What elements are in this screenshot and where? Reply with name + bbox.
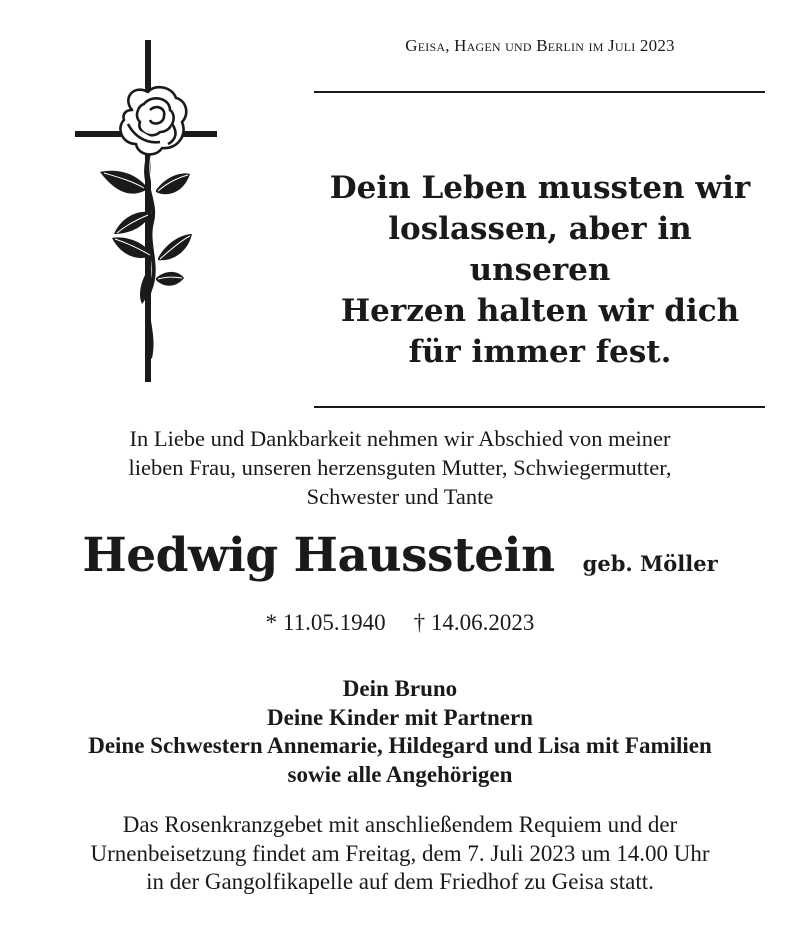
intro-line: Schwester und Tante: [306, 484, 494, 509]
cross-with-rose-icon: [72, 40, 222, 382]
place-and-date: Geisa, Hagen und Berlin im Juli 2023: [405, 36, 675, 55]
service-line: Urnenbeisetzung findet am Freitag, dem 7. Juli 2023 um 14.00 Uhr: [90, 840, 710, 866]
quote-line: Dein Leben mussten wir: [329, 170, 751, 206]
mourners-list: [10, 675, 790, 789]
deceased-name-row: [0, 528, 800, 583]
mourner-line: Dein Bruno: [342, 676, 458, 701]
service-line: in der Gangolfikapelle auf dem Friedhof zu Geisa statt.: [146, 869, 654, 894]
mourner-line: Deine Schwestern Annemarie, Hildegard und Lisa mit Familien: [88, 733, 712, 758]
mourner-line: sowie alle Angehörigen: [287, 761, 513, 787]
quote-line: loslassen, aber in unseren: [388, 211, 692, 288]
quote: [316, 168, 764, 373]
death-date: † 14.06.2023: [413, 610, 535, 635]
divider-top: [314, 91, 765, 93]
quote-line: für immer fest.: [408, 334, 672, 370]
birth-date: * 11.05.1940: [265, 610, 386, 635]
service-line: Das Rosenkranzgebet mit anschließendem Requiem und der: [122, 812, 678, 837]
life-dates: [0, 610, 800, 636]
intro-line: lieben Frau, unseren herzensguten Mutter, Schwiegermutter,: [128, 455, 672, 480]
mourner-line: Deine Kinder mit Partnern: [267, 704, 533, 730]
intro-text: [20, 424, 780, 511]
deceased-name: Hedwig Hausstein: [82, 528, 555, 583]
maiden-name: geb. Möller: [582, 551, 718, 576]
divider-bottom: [314, 406, 765, 408]
intro-line: In Liebe und Dankbarkeit nehmen wir Abschied von meiner: [129, 426, 671, 451]
service-details: [10, 811, 790, 897]
quote-line: Herzen halten wir dich: [340, 293, 740, 329]
